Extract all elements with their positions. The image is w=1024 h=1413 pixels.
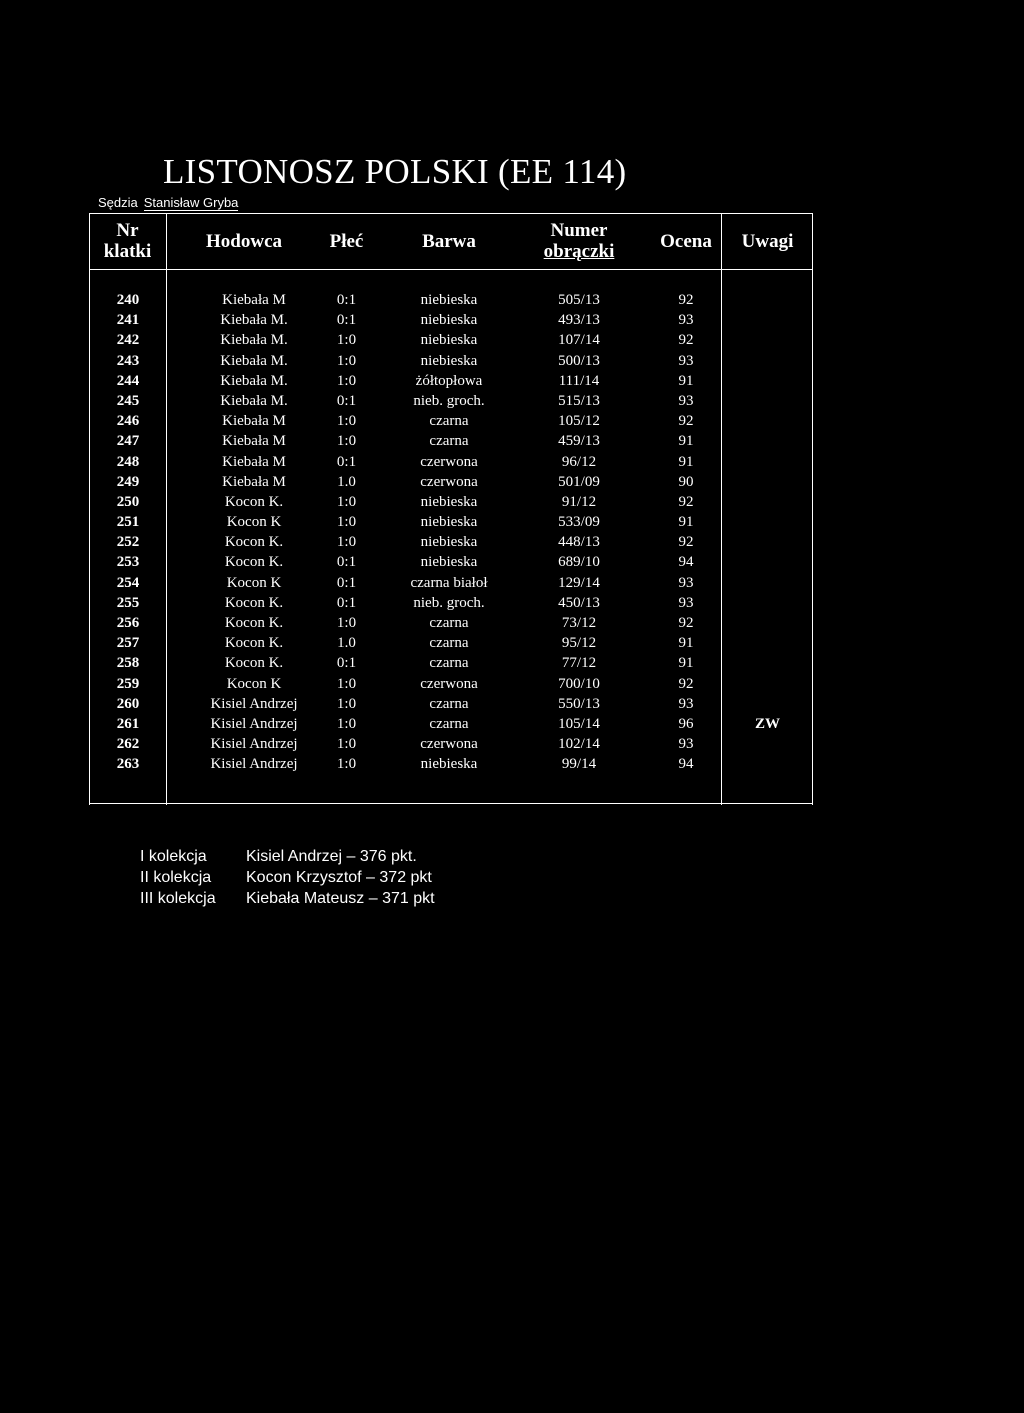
header-ring-line1: Numer [550,220,608,241]
judge-name: Stanisław Gryba [143,195,239,210]
table-row [89,573,813,593]
table-row [89,593,813,613]
cell-sex: 1:0 [336,352,357,369]
collections-summary [140,846,435,909]
cell-ring: 700/10 [558,675,600,692]
collection-place: III kolekcja [140,890,216,907]
table-row [89,330,813,350]
cell-note [723,391,812,411]
cell-ring: 102/14 [558,736,600,753]
cell-score: 93 [678,392,694,409]
cell-sex: 0:1 [336,594,357,611]
cell-breeder: Kocon K [226,574,282,591]
cell-nr: 260 [116,695,140,712]
cell-score: 92 [678,615,694,631]
header-color-label: Barwa [422,230,476,252]
cell-color: niebieska [420,352,478,369]
cell-color: czarna [429,615,469,631]
cell-score: 92 [678,413,694,430]
cell-color: nieb. groch. [413,392,485,409]
cell-note [723,573,812,593]
table-row [89,371,813,391]
cell-breeder: Kisiel Andrzej [210,736,298,753]
table-row [89,694,813,714]
cell-ring: 500/13 [558,352,600,369]
cell-nr: 247 [116,433,140,450]
cell-ring: 73/12 [561,615,597,631]
cell-nr: 261 [116,715,140,732]
cell-ring: 689/10 [558,554,600,571]
cell-nr: 241 [116,312,140,329]
cell-sex: 1:0 [336,332,357,349]
cell-ring: 448/13 [558,534,600,551]
cell-color: czarna [429,695,469,712]
cell-sex: 1:0 [336,534,357,551]
cell-score: 93 [678,574,694,591]
cell-score: 93 [678,736,694,753]
cell-sex: 0:1 [336,453,357,470]
cell-ring: 459/13 [558,433,600,450]
cell-color: czarna [429,433,469,450]
table-row [89,290,813,310]
cell-breeder: Kiebała M [222,292,286,308]
cell-sex: 1:0 [336,493,357,510]
cell-breeder: Kocon K. [224,534,284,551]
cell-note [723,694,812,714]
cell-breeder: Kocon K [226,675,282,692]
cell-score: 91 [678,372,694,389]
table-row [89,452,813,472]
cell-breeder: Kocon K [226,514,282,531]
cell-score: 96 [678,715,694,732]
cell-score: 92 [678,493,694,510]
cell-sex: 1:0 [336,756,357,773]
cell-nr: 246 [116,413,140,430]
table-row [89,552,813,572]
cell-sex: 0:1 [336,312,357,329]
cell-note [723,532,812,552]
header-color [389,213,509,269]
table-row [89,492,813,512]
cell-note [723,552,812,572]
header-ring-line2: obrączki [543,241,615,262]
cell-color: czerwona [420,473,478,490]
cell-nr: 248 [116,453,140,470]
cell-color: niebieska [420,554,478,571]
cell-ring: 501/09 [558,473,600,490]
cell-ring: 99/14 [561,756,597,773]
cell-nr: 252 [116,534,140,551]
cell-note [723,593,812,613]
header-notes-label: Uwagi [741,230,794,252]
cell-breeder: Kocon K. [224,655,284,672]
cell-color: czerwona [420,736,478,753]
cell-breeder: Kocon K. [224,615,284,631]
cell-score: 92 [678,534,694,551]
cell-breeder: Kocon K. [224,635,284,652]
header-breeder [169,213,319,269]
cell-note [723,492,812,512]
cell-color: czerwona [420,675,478,692]
header-nr [89,213,166,269]
cell-breeder: Kiebała M [222,453,286,470]
cell-sex: 1:0 [336,372,357,389]
cell-ring: 550/13 [558,695,600,712]
cell-color: żółtopłowa [415,372,483,389]
cell-breeder: Kisiel Andrzej [210,715,298,732]
cell-note [723,653,812,673]
table-row [89,310,813,330]
cell-breeder: Kocon K. [224,554,284,571]
cell-note [723,613,812,633]
cell-score: 93 [678,352,694,369]
table-row [89,674,813,694]
table-row [89,613,813,633]
cell-note [723,351,812,371]
table-row [89,633,813,653]
cell-nr: 243 [116,352,140,369]
cell-sex: 1:0 [336,695,357,712]
cell-color: niebieska [420,312,478,329]
cell-note [723,411,812,431]
cell-note [723,290,812,310]
cell-note [723,452,812,472]
cell-nr: 245 [116,392,140,409]
cell-nr: 249 [116,473,140,490]
cell-nr: 255 [116,594,140,611]
cell-note [723,512,812,532]
table-row [89,532,813,552]
collection-result: Kiebała Mateusz – 371 pkt [246,890,435,907]
cell-sex: 0:1 [336,554,357,571]
cell-breeder: Kiebała M. [220,332,288,349]
header-nr-line2: klatki [103,241,152,262]
cell-color: niebieska [420,292,478,308]
cell-nr: 250 [116,493,140,510]
cell-color: czarna [429,715,469,732]
cell-breeder: Kiebała M. [220,392,288,409]
cell-nr: 256 [116,615,140,631]
header-score-label: Ocena [660,230,712,252]
cell-score: 91 [678,433,694,450]
header-bottom-border [89,269,813,270]
cell-score: 91 [678,655,694,672]
cell-nr: 263 [116,756,140,773]
cell-note [723,371,812,391]
cell-color: niebieska [420,493,478,510]
cell-sex: 1.0 [337,473,356,490]
cell-color: niebieska [420,756,478,773]
cell-ring: 129/14 [558,574,600,591]
table-row [89,472,813,492]
cell-sex: 1:0 [336,433,357,450]
cell-ring: 95/12 [561,635,597,652]
cell-breeder: Kiebała M [222,433,286,450]
cell-score: 93 [678,594,694,611]
header-breeder-label: Hodowca [206,230,282,252]
header-notes [723,213,812,269]
cell-breeder: Kocon K. [224,594,284,611]
cell-color: niebieska [420,514,478,531]
cell-sex: 1:0 [336,514,357,531]
cell-nr: 251 [116,514,140,531]
cell-note [723,472,812,492]
collection-result: Kisiel Andrzej – 376 pkt. [246,848,417,865]
cell-color: czarna [429,413,469,430]
cell-score: 92 [678,332,694,349]
cell-sex: 0:1 [336,655,357,672]
cell-ring: 91/12 [561,493,597,510]
cell-note [723,310,812,330]
cell-ring: 515/13 [558,392,600,409]
cell-breeder: Kiebała M [222,473,286,490]
cell-nr: 262 [116,736,140,753]
cell-note [723,734,812,754]
cell-color: niebieska [420,332,478,349]
cell-breeder: Kiebała M. [220,312,288,329]
cell-color: nieb. groch. [413,594,485,611]
cell-color: czarna [429,655,469,672]
cell-ring: 533/09 [558,514,600,531]
table-row [89,512,813,532]
cell-ring: 96/12 [561,453,597,470]
header-ring [509,213,649,269]
table-row [89,734,813,754]
cell-ring: 77/12 [561,655,597,672]
cell-nr: 240 [116,292,140,308]
collection-line [140,888,435,909]
header-sex-label: Płeć [329,230,364,252]
page-title: LISTONOSZ POLSKI (EE 114) [163,152,627,191]
cell-ring: 450/13 [558,594,600,611]
cell-sex: 0:1 [336,574,357,591]
cell-breeder: Kiebała M. [220,372,288,389]
cell-score: 91 [678,514,694,531]
cell-sex: 1:0 [336,675,357,692]
cell-note [723,431,812,451]
cell-ring: 493/13 [558,312,600,329]
cell-sex: 0:1 [336,292,357,308]
collection-place: II kolekcja [140,869,212,886]
collection-place: I kolekcja [140,848,207,865]
table-row [89,411,813,431]
cell-note [723,754,812,774]
cell-ring: 105/14 [558,715,600,732]
table-row [89,391,813,411]
cell-ring: 105/12 [558,413,600,430]
cell-ring: 111/14 [558,372,600,389]
cell-note: ZW [754,715,780,732]
cell-breeder: Kocon K. [224,493,284,510]
cell-sex: 1:0 [336,413,357,430]
table-bottom-border [89,803,813,804]
cell-nr: 258 [116,655,140,672]
collection-line [140,867,435,888]
cell-breeder: Kiebała M [222,413,286,430]
cell-nr: 253 [116,554,140,571]
cell-sex: 1.0 [337,635,356,652]
cell-note [723,674,812,694]
cell-score: 90 [678,473,694,490]
cell-sex: 1:0 [336,615,357,631]
cell-breeder: Kiebała M. [220,352,288,369]
cell-nr: 259 [116,675,140,692]
table-row [89,714,813,734]
cell-color: czarna [429,635,469,652]
cell-nr: 242 [116,332,140,349]
results-table [89,213,813,805]
cell-note [723,330,812,350]
collection-result: Kocon Krzysztof – 372 pkt [246,869,432,886]
cell-nr: 244 [116,372,140,389]
cell-score: 93 [678,695,694,712]
cell-sex: 1:0 [336,715,357,732]
cell-score: 92 [678,675,694,692]
cell-sex: 1:0 [336,736,357,753]
header-score [649,213,723,269]
cell-ring: 107/14 [558,332,600,349]
cell-note [723,633,812,653]
judge-line [98,195,238,210]
cell-sex: 0:1 [336,392,357,409]
cell-score: 91 [678,453,694,470]
cell-color: czarna białoł [410,574,488,591]
collection-line [140,846,435,867]
cell-score: 92 [678,292,694,308]
cell-breeder: Kisiel Andrzej [210,756,298,773]
cell-score: 94 [678,756,694,773]
table-row [89,754,813,774]
table-row [89,653,813,673]
cell-ring: 505/13 [558,292,600,308]
judge-label: Sędzia [98,195,138,210]
cell-score: 91 [678,635,694,652]
cell-score: 93 [678,312,694,329]
cell-nr: 254 [116,574,140,591]
cell-nr: 257 [116,635,140,652]
cell-color: czerwona [420,453,478,470]
header-sex [314,213,379,269]
cell-breeder: Kisiel Andrzej [210,695,298,712]
cell-score: 94 [678,554,694,571]
cell-color: niebieska [420,534,478,551]
table-row [89,431,813,451]
table-row [89,351,813,371]
table-body [89,290,813,775]
header-nr-line1: Nr [116,220,139,241]
